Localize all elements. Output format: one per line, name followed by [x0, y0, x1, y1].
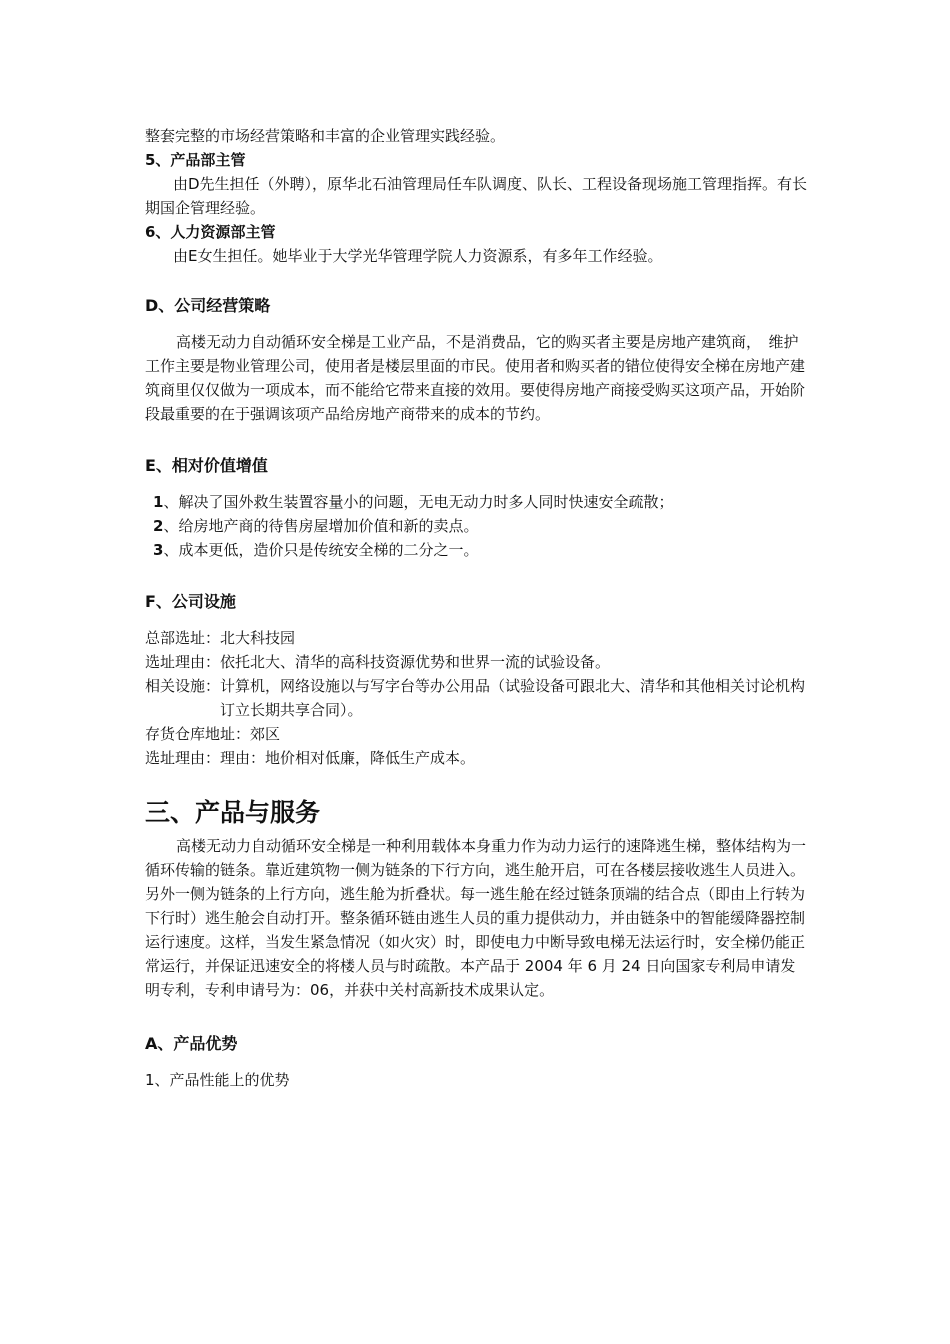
section-a-subheading: 1、产品性能上的优势 [145, 1071, 290, 1089]
facility-row [145, 650, 810, 674]
intro-tail-text: 整套完整的市场经营策略和丰富的企业管理实践经验。 [145, 127, 506, 145]
list-item [145, 538, 810, 562]
facility-row [145, 722, 810, 746]
facility-value: 理由：地价相对低廉，降低生产成本。 [220, 749, 476, 767]
facility-key: 总部选址： [145, 629, 221, 647]
list-item-number: 3 [153, 541, 164, 559]
facility-value: 郊区 [250, 725, 281, 743]
facility-row [145, 746, 810, 770]
facility-key: 相关设施： [145, 677, 221, 695]
section-f-heading: F、公司设施 [145, 592, 236, 611]
section-d-heading: D、公司经营策略 [145, 296, 271, 315]
list-item-text: 、解决了国外救生装置容量小的问题，无电无动力时多人同时快速安全疏散； [163, 493, 674, 511]
facility-key: 选址理由： [145, 749, 221, 767]
list-item-text: 、给房地产商的待售房屋增加价值和新的卖点。 [163, 517, 479, 535]
staff-heading-hr: 6、人力资源部主管 [145, 223, 276, 241]
list-item [145, 490, 810, 514]
chapter-text: 高楼无动力自动循环安全梯是一种利用载体本身重力作为动力运行的速降逃生梯，整体结构为一循环传输的链条。靠近建筑物一侧为链条的下行方向，逃生舱开启，可在各楼层接收逃生人员进入。另外一侧为链条的上行方向，逃生舱为折叠状。每一逃生舱在经过链条顶端的结合点（即由上行转为下行时）逃生舱会自动打开。整条循环链由逃生人员的重力提供动力，并由链条中的智能缓降器控制运行速度。这样，当发生紧急情况（如火灾）时，即使电力中断导致电梯无法运行时，安全梯仍能正常运行，并保证迅速安全的将楼人员与时疏散。本产品于 2004 年 6 月 24 日向国家专利局申请发明专利，专利申请号为：06，并获中关村高新技术成果认定。 [145, 837, 807, 999]
facility-value: 依托北大、清华的高科技资源优势和世界一流的试验设备。 [220, 653, 611, 671]
facility-key: 选址理由： [145, 653, 221, 671]
staff-text-hr: 由E女生担任。她毕业于大学光华管理学院人力资源系，有多年工作经验。 [173, 247, 663, 265]
section-d-text: 高楼无动力自动循环安全梯是工业产品，不是消费品，它的购买者主要是房地产建筑商， 维护工作主要是物业管理公司，使用者是楼层里面的市民。使用者和购买者的错位使得安全梯在房地产建筑商里仅仅做为一项成本，而不能给它带来直接的效用。要使得房地产商接受购买这项产品，开始阶段最重要的在于强调该项产品给房地产商带来的成本的节约。 [145, 333, 806, 423]
list-item-text: 、成本更低，造价只是传统安全梯的二分之一。 [163, 541, 479, 559]
section-e-heading: E、相对价值增值 [145, 456, 268, 475]
facility-row [145, 674, 810, 722]
facility-row [145, 626, 810, 650]
list-item [145, 514, 810, 538]
staff-heading-product: 5、产品部主管 [145, 151, 246, 169]
list-item-number: 2 [153, 517, 164, 535]
section-e-list [145, 490, 810, 562]
facility-value: 北大科技园 [220, 629, 296, 647]
facility-value: 计算机，网络设施以与写字台等办公用品（试验设备可跟北大、清华和其他相关讨论机构订立长期共享合同）。 [220, 677, 806, 719]
list-item-number: 1 [153, 493, 164, 511]
staff-text-product: 由D先生担任（外聘），原华北石油管理局任车队调度、队长、工程设备现场施工管理指挥。有长期国企管理经验。 [145, 175, 808, 217]
document-body [145, 124, 810, 1092]
chapter-heading: 三、产品与服务 [145, 798, 321, 827]
section-a-heading: A、产品优势 [145, 1034, 238, 1053]
facility-key: 存货仓库地址： [145, 725, 251, 743]
facility-table [145, 626, 810, 770]
